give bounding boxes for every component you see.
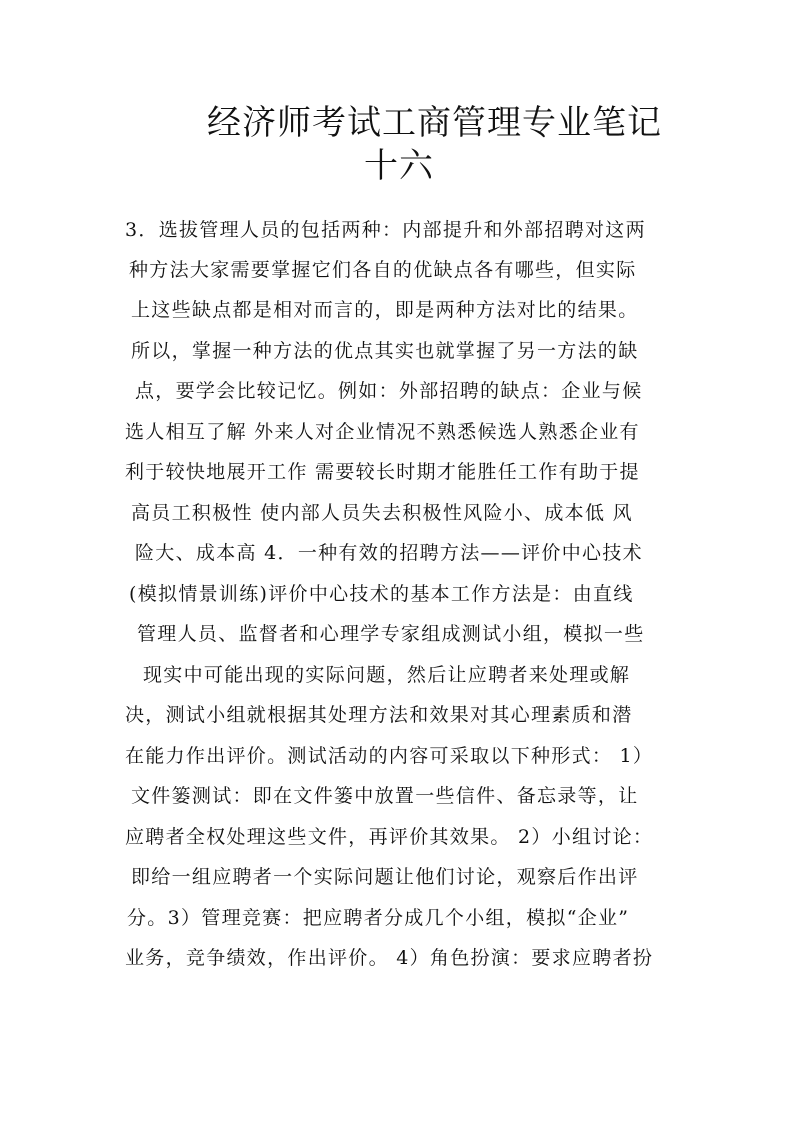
body-line-13: 决，测试小组就根据其处理方法和效果对其心理素质和潜 [125, 704, 633, 726]
body-line-10: (模拟情景训练)评价中心技术的基本工作方法是：由直线 [129, 583, 634, 605]
body-line-8: 高员工积极性 使内部人员失去积极性风险小、成本低 风 [131, 502, 633, 524]
body-line-12: 现实中可能出现的实际问题，然后让应聘者来处理或解 [143, 664, 631, 686]
body-line-19: 业务，竞争绩效，作出评价。 4）角色扮演：要求应聘者扮 [125, 947, 654, 969]
body-line-4: 所以，掌握一种方法的优点其实也就掌握了另一方法的缺 [131, 340, 639, 362]
document-title-line-1: 经济师考试工商管理专业笔记 [207, 103, 662, 143]
body-line-3: 上这些缺点都是相对而言的，即是两种方法对比的结果。 [131, 299, 639, 321]
body-line-9: 险大、成本高 4．一种有效的招聘方法——评价中心技术 [135, 542, 643, 564]
body-line-11: 管理人员、监督者和心理学专家组成测试小组，模拟一些 [137, 623, 645, 645]
body-line-5: 点，要学会比较记忆。例如：外部招聘的缺点：企业与候 [135, 380, 643, 402]
body-line-2: 种方法大家需要掌握它们各自的优缺点各有哪些，但实际 [129, 259, 637, 281]
body-line-6: 选人相互了解 外来人对企业情况不熟悉候选人熟悉企业有 [125, 421, 640, 443]
body-line-1: 3．选拔管理人员的包括两种：内部提升和外部招聘对这两 [125, 219, 646, 241]
document-title-line-2: 十六 [364, 146, 434, 186]
body-line-15: 文件篓测试：即在文件篓中放置一些信件、备忘录等，让 [131, 785, 639, 807]
body-line-18: 分。3）管理竞赛：把应聘者分成几个小组，模拟“企业” [127, 907, 630, 929]
body-line-14: 在能力作出评价。测试活动的内容可采取以下种形式： 1） [125, 745, 654, 767]
body-line-7: 利于较快地展开工作 需要较长时期才能胜任工作有助于提 [125, 461, 640, 483]
body-line-16: 应聘者全权处理这些文件，再评价其效果。 2）小组讨论： [125, 826, 654, 848]
body-line-17: 即给一组应聘者一个实际问题让他们讨论，观察后作出评 [131, 866, 639, 888]
